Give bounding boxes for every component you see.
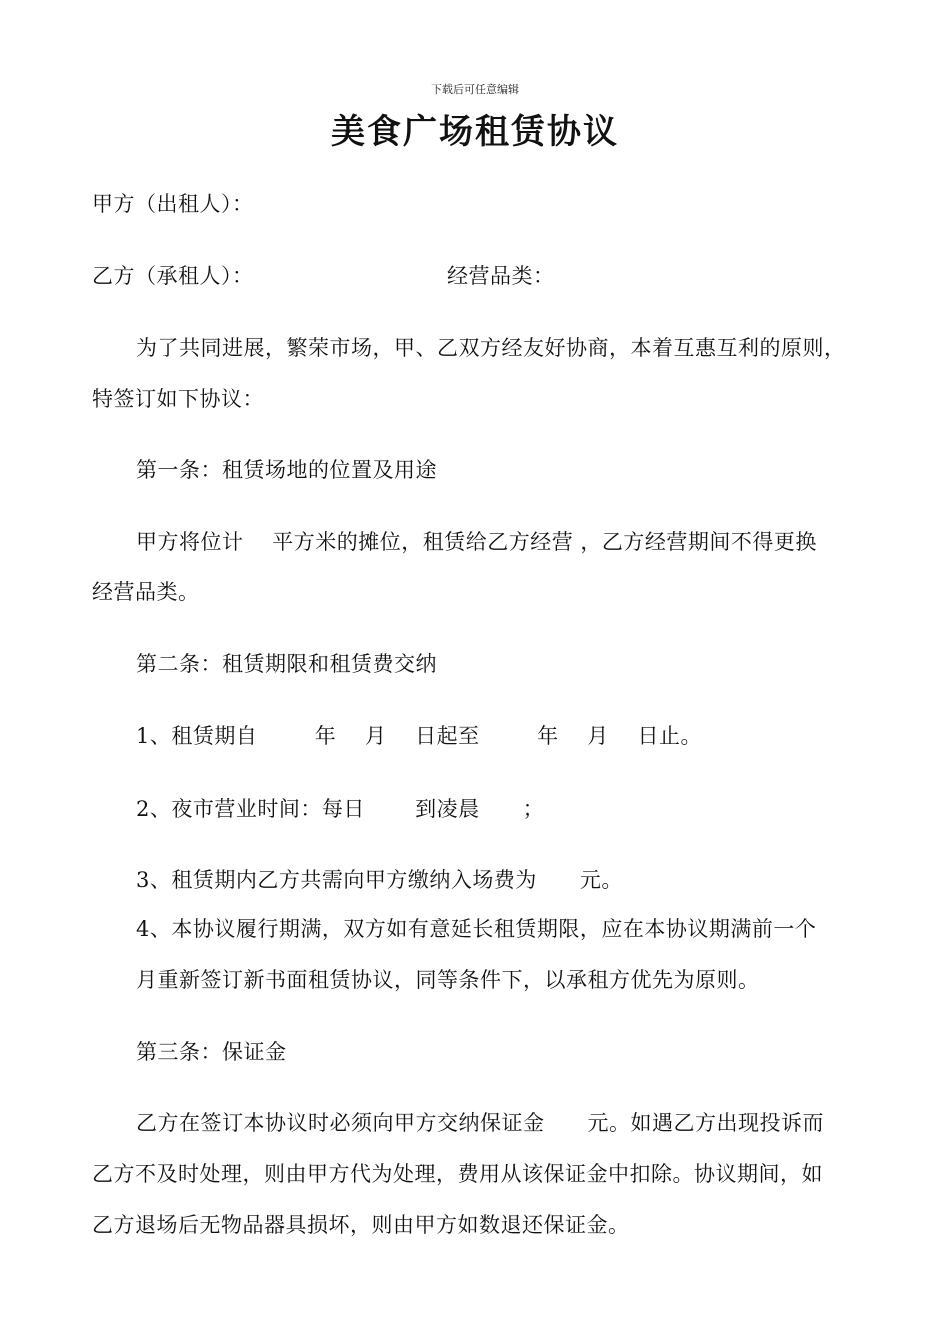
article-2-item-1: 1、租赁期自 年 月 日起至 年 月 日止。 <box>136 724 702 748</box>
article-2-item-2: 2、夜市营业时间：每日 到凌晨 ； <box>136 797 545 821</box>
article-2-heading: 第二条：租赁期限和租赁费交纳 <box>136 652 437 676</box>
document-title: 美食广场租赁协议 <box>331 112 619 152</box>
article-2-item-4-line-1: 4、本协议履行期满，双方如有意延长租赁期限，应在本协议期满前一个 <box>136 917 817 941</box>
article-1-heading: 第一条：租赁场地的位置及用途 <box>136 458 437 482</box>
party-a-label: 甲方（出租人）： <box>92 192 254 216</box>
party-b-label: 乙方（承租人）： <box>92 264 254 288</box>
article-2-item-3: 3、租赁期内乙方共需向甲方缴纳入场费为 元。 <box>136 868 623 892</box>
intro-paragraph-line-2: 特签订如下协议： <box>92 387 264 411</box>
article-3-line-1: 乙方在签订本协议时必须向甲方交纳保证金 元。如遇乙方出现投诉而 <box>136 1111 825 1135</box>
article-1-line-1: 甲方将位计 平方米的摊位，租赁给乙方经营 ，乙方经营期间不得更换 <box>136 530 817 554</box>
article-3-line-3: 乙方退场后无物品器具损坏，则由甲方如数退还保证金。 <box>92 1213 630 1237</box>
header-note: 下载后可任意编辑 <box>431 83 519 96</box>
article-3-line-2: 乙方不及时处理，则由甲方代为处理，费用从该保证金中扣除。协议期间，如 <box>92 1162 823 1186</box>
business-category-label: 经营品类： <box>447 264 555 288</box>
intro-paragraph-line-1: 为了共同进展，繁荣市场，甲、乙双方经友好协商，本着互惠互利的原则， <box>136 336 846 360</box>
article-1-line-2: 经营品类。 <box>92 580 200 604</box>
article-3-heading: 第三条：保证金 <box>136 1040 287 1064</box>
article-2-item-4-line-2: 月重新签订新书面租赁协议，同等条件下，以承租方优先为原则。 <box>136 968 760 992</box>
